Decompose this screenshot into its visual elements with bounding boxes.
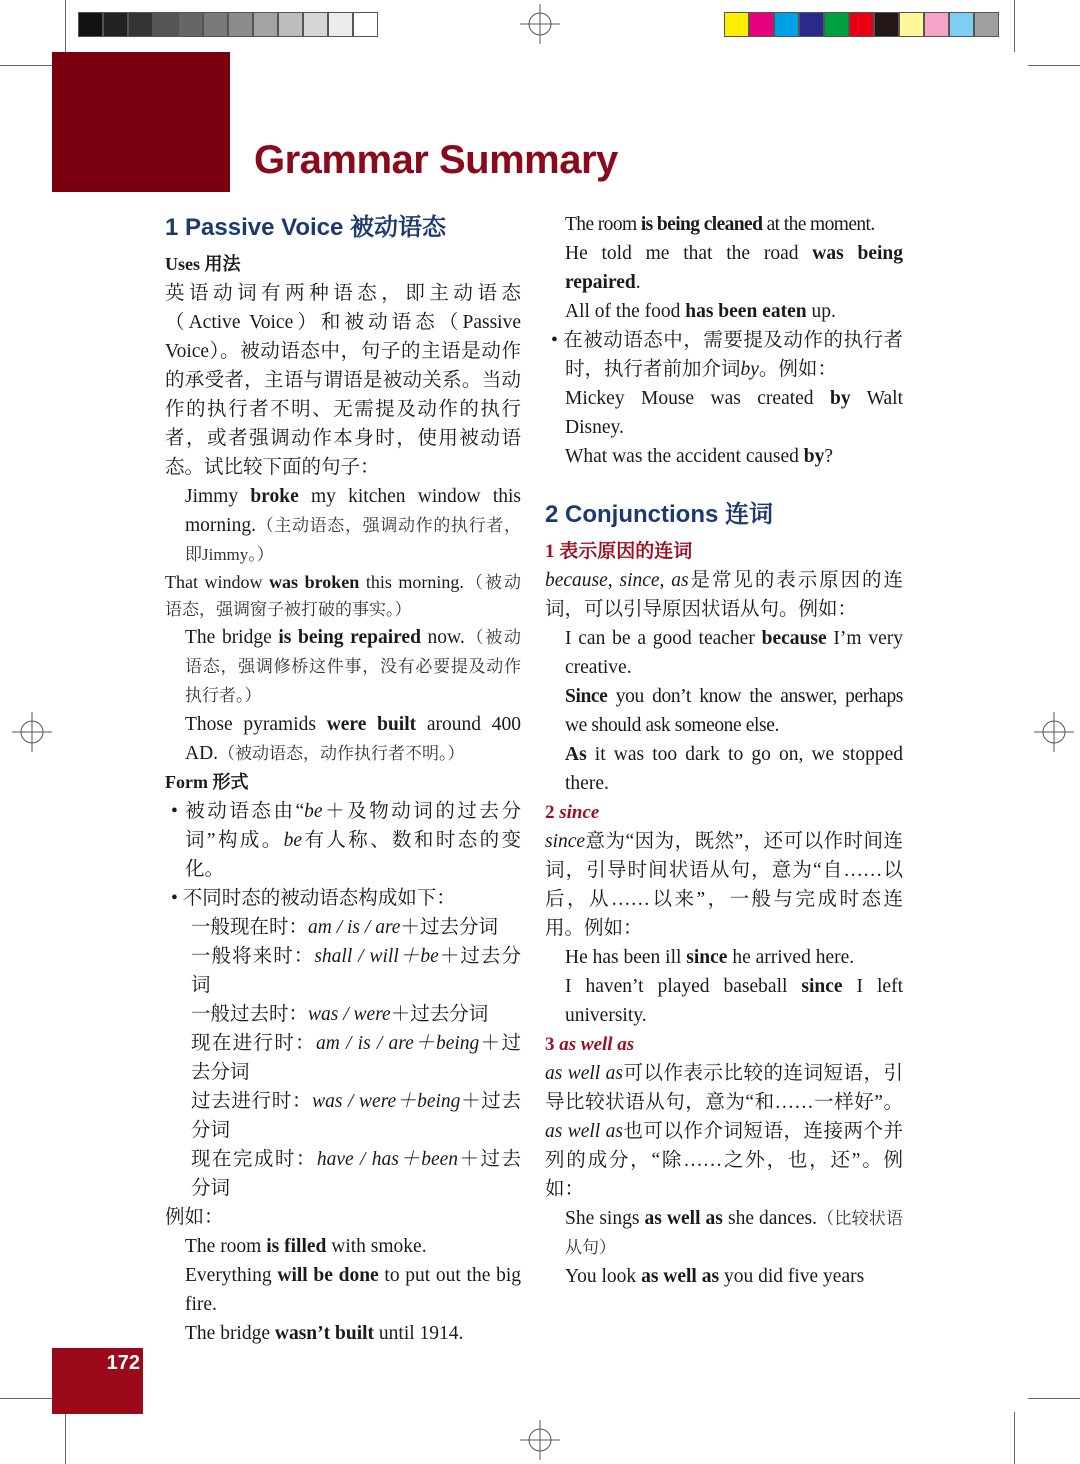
example-label: 例如： — [165, 1207, 224, 1228]
registration-mark-top — [520, 4, 560, 44]
color-swatch — [278, 12, 303, 37]
example-sentence: As it was too dark to go on, we stopped there. — [565, 744, 903, 794]
color-swatch — [228, 12, 253, 37]
example-sentence: Jimmy broke my kitchen window this morning.（主动语态，强调动作的执行者，即Jimmy。） — [185, 486, 521, 564]
color-swatches — [724, 12, 999, 37]
registration-mark-bottom — [520, 1420, 560, 1460]
subsection-text: since意为“因为，既然”，还可以作时间连词，引导时间状语从句，意为“自……以后，从……以来”，一般与完成时态连用。例如： — [545, 831, 903, 939]
example-sentence: Mickey Mouse was created by Walt Disney. — [565, 388, 903, 438]
example-sentence: He has been ill since he arrived here. — [565, 947, 855, 968]
bullet-item: • 不同时态的被动语态构成如下： — [171, 888, 456, 909]
color-swatch — [178, 12, 203, 37]
example-sentence: She sings as well as she dances.（比较状语从句） — [565, 1208, 903, 1257]
color-swatch — [78, 12, 103, 37]
color-swatch — [724, 12, 749, 37]
color-swatch — [924, 12, 949, 37]
example-sentence: All of the food has been eaten up. — [565, 301, 836, 322]
color-swatch — [874, 12, 899, 37]
form-label: Form 形式 — [165, 772, 249, 792]
section-heading-conjunctions: 2 Conjunctions 连词 — [545, 501, 773, 528]
example-sentence: Everything will be done to put out the big fire. — [185, 1265, 521, 1315]
example-sentence: I haven’t played baseball since I left university. — [565, 976, 903, 1026]
example-sentence: He told me that the road was being repaired. — [565, 243, 904, 293]
example-sentence: That window was broken this morning.（被动语态，强调窗子被打破的事实。） — [165, 572, 521, 619]
registration-mark-left — [12, 712, 52, 752]
bullet-item: • 在被动语态中，需要提及动作的执行者时，执行者前加介词by。例如： — [551, 330, 903, 380]
registration-mark-right — [1034, 712, 1074, 752]
bullet-item: • 被动语态由“be＋及物动词的过去分词”构成。be有人称、数和时态的变化。 — [171, 801, 521, 880]
form-line: 现在进行时：am / is / are＋being＋过去分词 — [191, 1033, 521, 1083]
color-swatch — [949, 12, 974, 37]
form-line: 一般现在时：am / is / are＋过去分词 — [191, 917, 498, 938]
color-swatch — [774, 12, 799, 37]
uses-label: Uses 用法 — [165, 254, 241, 274]
color-swatch — [303, 12, 328, 37]
color-swatch — [128, 12, 153, 37]
subsection-text: as well as可以作表示比较的连词短语，引导比较状语从句，意为“和……一样好”。as well as也可以作介词短语，连接两个并列的成分，“除……之外，也，还”。例如： — [545, 1063, 903, 1200]
color-swatch — [849, 12, 874, 37]
form-line: 一般过去时：was / were＋过去分词 — [191, 1004, 489, 1025]
color-swatch — [203, 12, 228, 37]
page-title: Grammar Summary — [254, 138, 618, 182]
color-swatch — [974, 12, 999, 37]
color-swatch — [353, 12, 378, 37]
uses-text: 英语动词有两种语态，即主动语态（Active Voice）和被动语态（Passive Voice）。被动语态中，句子的主语是动作的承受者，主语与谓语是被动关系。当动作的执行者不明、无需提及动作的执行者，或者强调动作本身时，使用被动语态。试比较下面的句子： — [165, 283, 521, 478]
color-swatch — [799, 12, 824, 37]
section-heading-passive-voice: 1 Passive Voice 被动语态 — [165, 214, 447, 241]
example-sentence: The bridge wasn’t built until 1914. — [185, 1323, 464, 1344]
page-number: 172 — [106, 1352, 140, 1374]
color-swatch — [749, 12, 774, 37]
form-line: 过去进行时：was / were＋being＋过去分词 — [191, 1091, 521, 1141]
example-sentence: What was the accident caused by? — [565, 446, 834, 467]
color-swatch — [103, 12, 128, 37]
left-column — [165, 210, 521, 1348]
example-sentence: You look as well as you did five years — [565, 1266, 865, 1287]
form-line: 一般将来时：shall / will＋be＋过去分词 — [191, 946, 521, 996]
subsection-label-as-well-as: 3 as well as — [545, 1034, 635, 1055]
example-sentence: Since you don’t know the answer, perhaps we should ask someone else. — [565, 686, 903, 736]
subsection-text: because, since, as是常见的表示原因的连词，可以引导原因状语从句。例如： — [545, 570, 903, 620]
example-sentence: The room is being cleaned at the moment. — [565, 214, 875, 235]
example-sentence: The room is filled with smoke. — [185, 1236, 427, 1257]
color-swatch — [253, 12, 278, 37]
example-sentence: Those pyramids were built around 400 AD.（被动语态，动作执行者不明。） — [185, 714, 521, 764]
example-sentence: I can be a good teacher because I’m very creative. — [565, 628, 903, 678]
form-line: 现在完成时：have / has＋been＋过去分词 — [191, 1149, 521, 1199]
color-swatch — [899, 12, 924, 37]
right-column — [545, 210, 903, 1291]
color-swatch — [153, 12, 178, 37]
header-red-block — [52, 52, 230, 192]
color-swatch — [824, 12, 849, 37]
example-sentence: The bridge is being repaired now.（被动语态，强调修桥这件事，没有必要提及动作执行者。） — [185, 627, 522, 705]
grayscale-swatches — [78, 12, 378, 37]
subsection-label-since: 2 since — [545, 802, 600, 823]
subsection-label-reason: 1 表示原因的连词 — [545, 541, 693, 562]
color-swatch — [328, 12, 353, 37]
